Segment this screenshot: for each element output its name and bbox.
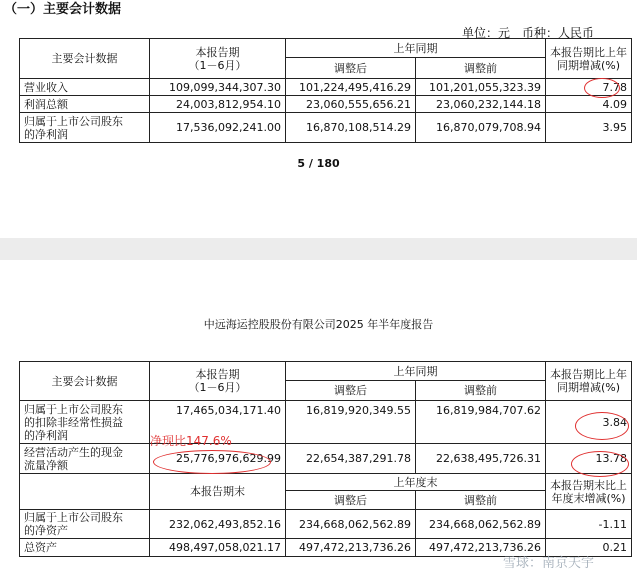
header-current-period: 本报告期 （1－6月） xyxy=(150,39,286,79)
watermark: 雪球：南京天宇 xyxy=(503,556,595,571)
row-label: 利润总额 xyxy=(20,96,150,113)
row-label: 归属于上市公司股东 的净资产 xyxy=(20,510,150,539)
cell-change: 3.95 xyxy=(546,113,632,143)
section-title: （一）主要会计数据 xyxy=(4,2,122,17)
header-prior-year-end: 上年度末 xyxy=(286,474,546,491)
header-prior-period: 上年同期 xyxy=(286,362,546,381)
table-row xyxy=(20,401,632,444)
cell-current: 25,776,976,629.99 xyxy=(150,444,286,474)
header-change-pct-2: 本报告期末比上 年度末增减(%) xyxy=(546,474,632,510)
header-current-period: 本报告期 （1－6月） xyxy=(150,362,286,401)
cell-change: 13.78 xyxy=(546,444,632,474)
header-before-adjust: 调整前 xyxy=(416,58,546,79)
row-label: 归属于上市公司股东 的扣除非经常性损益 的净利润 xyxy=(20,401,150,444)
row-label: 总资产 xyxy=(20,539,150,557)
cell-current: 109,099,344,307.30 xyxy=(150,79,286,96)
header-item: 主要会计数据 xyxy=(20,362,150,401)
row-label: 经营活动产生的现金 流量净额 xyxy=(20,444,150,474)
header-item-2 xyxy=(20,474,150,510)
cell-before: 22,638,495,726.31 xyxy=(416,444,546,474)
cell-current: 498,497,058,021.17 xyxy=(150,539,286,557)
unit-currency-line: 单位：元 币种：人民币 xyxy=(462,26,595,40)
header-change-pct: 本报告期比上年 同期增减(%) xyxy=(546,362,632,401)
cell-adjusted: 16,819,920,349.55 xyxy=(286,401,416,444)
annotation-circle-cashflow-change xyxy=(571,451,629,477)
header-before-adjust: 调整前 xyxy=(416,381,546,401)
cell-change: 4.09 xyxy=(546,96,632,113)
cell-current: 24,003,812,954.10 xyxy=(150,96,286,113)
header-prior-period: 上年同期 xyxy=(286,39,546,58)
cell-current: 17,465,034,171.40 xyxy=(150,401,286,444)
cell-adjusted: 16,870,108,514.29 xyxy=(286,113,416,143)
header-period-end: 本报告期末 xyxy=(150,474,286,510)
cell-before: 101,201,055,323.39 xyxy=(416,79,546,96)
table-row xyxy=(20,96,632,113)
row-label: 归属于上市公司股东 的净利润 xyxy=(20,113,150,143)
cell-change: -1.11 xyxy=(546,510,632,539)
key-accounting-data-table xyxy=(19,38,632,143)
header-adjusted-2: 调整后 xyxy=(286,491,416,510)
table-row xyxy=(20,444,632,474)
table-row xyxy=(20,510,632,539)
cell-before: 16,819,984,707.62 xyxy=(416,401,546,444)
header-before-adjust-2: 调整前 xyxy=(416,491,546,510)
cell-adjusted: 497,472,213,736.26 xyxy=(286,539,416,557)
cell-adjusted: 23,060,555,656.21 xyxy=(286,96,416,113)
report-page-top xyxy=(0,0,637,238)
cell-adjusted: 101,224,495,416.29 xyxy=(286,79,416,96)
cell-change: 7.78 xyxy=(546,79,632,96)
cash-conversion-annotation: 净现比147.6% xyxy=(150,434,232,448)
cell-adjusted: 22,654,387,291.78 xyxy=(286,444,416,474)
cell-before: 497,472,213,736.26 xyxy=(416,539,546,557)
cell-before: 16,870,079,708.94 xyxy=(416,113,546,143)
page-gap xyxy=(0,238,637,260)
cell-current: 232,062,493,852.16 xyxy=(150,510,286,539)
annotation-circle-deducted-profit-change xyxy=(575,412,629,440)
cell-change: 0.21 xyxy=(546,539,632,557)
page-number: 5 / 180 xyxy=(297,157,340,170)
cell-adjusted: 234,668,062,562.89 xyxy=(286,510,416,539)
cell-before: 23,060,232,144.18 xyxy=(416,96,546,113)
row-label: 营业收入 xyxy=(20,79,150,96)
annotation-circle-operating-cashflow xyxy=(153,450,271,474)
header-adjusted: 调整后 xyxy=(286,381,416,401)
cell-before: 234,668,062,562.89 xyxy=(416,510,546,539)
table-row xyxy=(20,113,632,143)
cell-current: 17,536,092,241.00 xyxy=(150,113,286,143)
key-accounting-data-table-continued xyxy=(19,361,632,557)
annotation-circle-revenue-change xyxy=(584,78,620,98)
header-adjusted: 调整后 xyxy=(286,58,416,79)
report-running-header: 中远海运控股股份有限公司2025 年半年度报告 xyxy=(203,318,434,331)
header-change-pct: 本报告期比上年 同期增减(%) xyxy=(546,39,632,79)
header-item: 主要会计数据 xyxy=(20,39,150,79)
table-row xyxy=(20,79,632,96)
cell-change: 3.84 xyxy=(546,401,632,444)
